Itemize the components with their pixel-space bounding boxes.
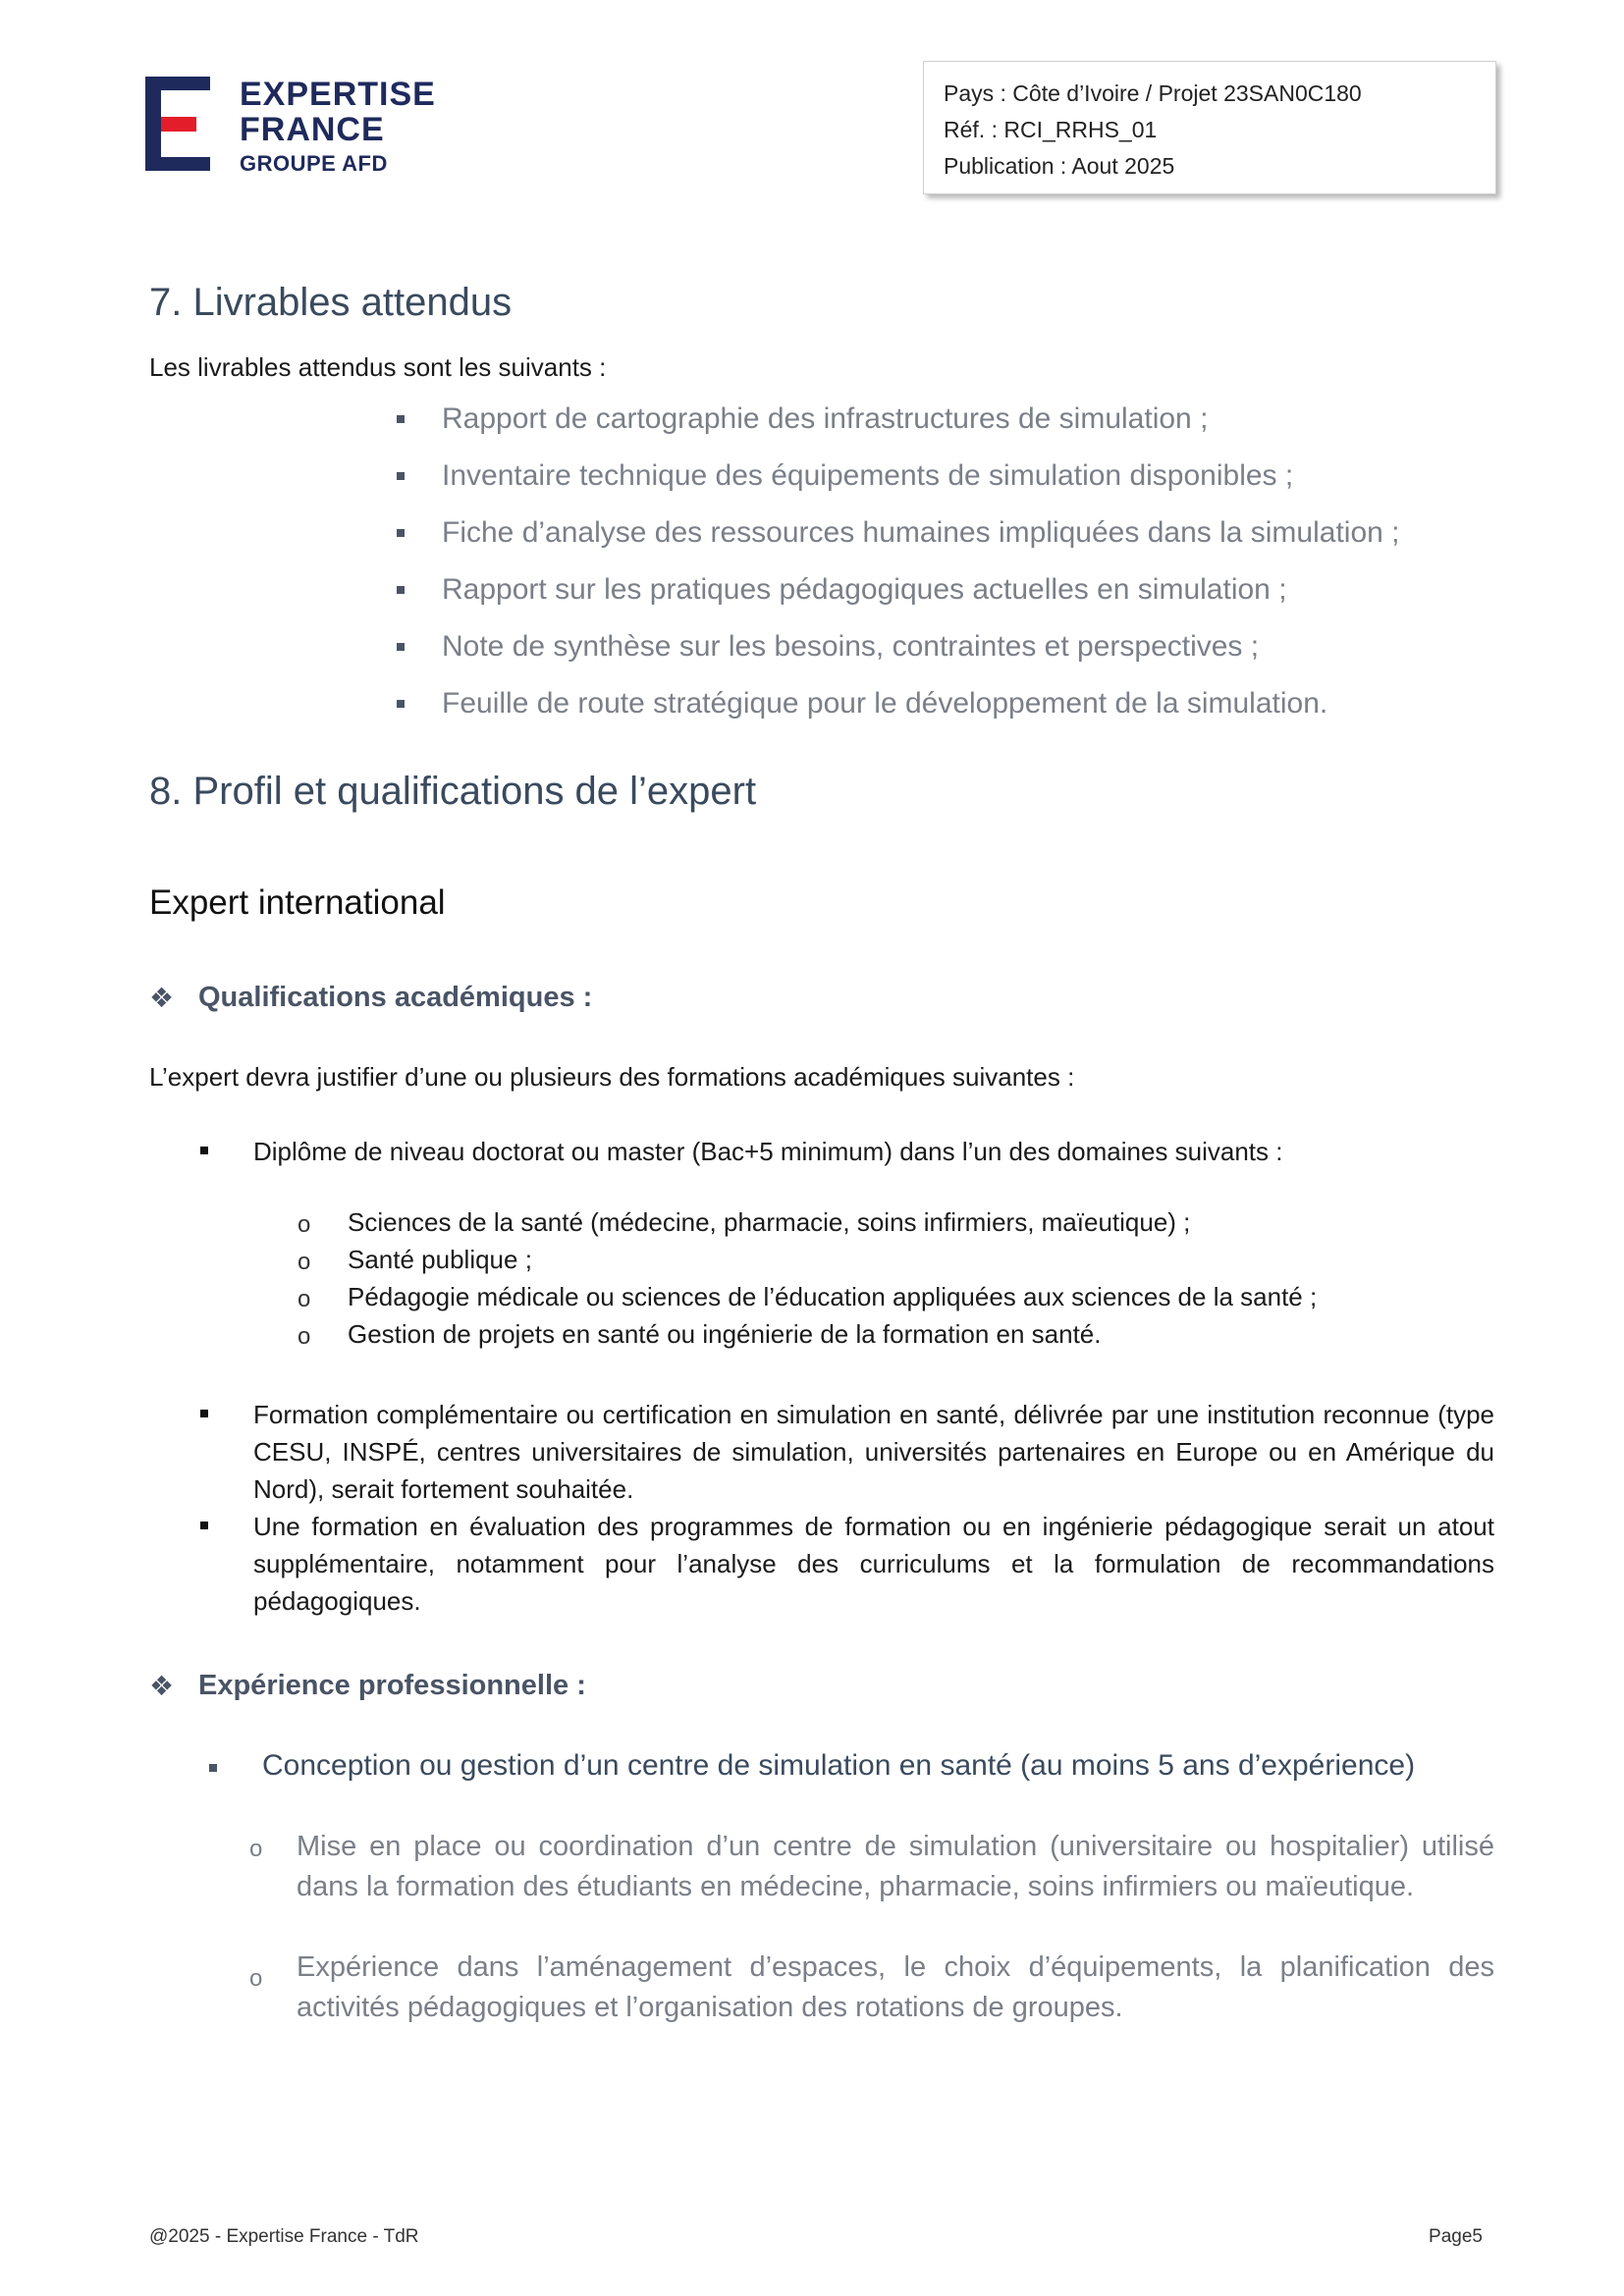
diamond-bullet-icon: ❖ xyxy=(149,983,175,1013)
list-item: Inventaire technique des équipements de simulation disponibles ; xyxy=(397,448,1477,505)
complementary-text: Formation complémentaire ou certification en simulation en santé, délivrée par une institution reconnue (type CESU, INSPÉ, centres universitaires de simulation, universités partenaires en Europe ou en Amérique du Nord), serait fortement souhaitée. xyxy=(253,1400,1494,1504)
reference-box xyxy=(923,61,1496,194)
square-bullet-icon xyxy=(397,529,405,537)
expertise-france-logo xyxy=(145,76,436,176)
ref-code: Réf. : RCI_RRHS_01 xyxy=(944,117,1158,142)
logo-line-3: GROUPE AFD xyxy=(240,151,388,176)
list-item xyxy=(200,1508,1494,1620)
list-item xyxy=(200,1133,1282,1170)
list-item xyxy=(200,1396,1494,1508)
ref-publication: Publication : Aout 2025 xyxy=(944,153,1175,179)
list-item: Rapport sur les pratiques pédagogiques actuelles en simulation ; xyxy=(397,561,1477,618)
logo-mark-icon xyxy=(145,77,226,171)
deliverables-list xyxy=(397,391,1477,732)
domain-item: Gestion de projets en santé ou ingénierie de la formation en santé. xyxy=(348,1319,1102,1349)
circle-bullet-icon: o xyxy=(249,1836,263,1862)
square-bullet-icon xyxy=(397,643,405,651)
square-bullet-icon xyxy=(200,1410,208,1417)
square-bullet-icon xyxy=(200,1522,208,1529)
circle-bullet-icon: o xyxy=(298,1211,311,1238)
square-bullet-icon xyxy=(397,472,405,480)
list-item: Rapport de cartographie des infrastructures de simulation ; xyxy=(397,391,1477,448)
ref-pays: Pays : Côte d’Ivoire / Projet 23SAN0C180 xyxy=(944,80,1362,106)
section-8-title: 8. Profil et qualifications de l’expert xyxy=(149,770,757,813)
circle-bullet-icon: o xyxy=(249,1965,263,1992)
diamond-bullet-icon: ❖ xyxy=(149,1671,175,1701)
square-bullet-icon xyxy=(209,1764,217,1772)
square-bullet-icon xyxy=(200,1147,208,1154)
expert-subtitle: Expert international xyxy=(149,883,446,922)
square-bullet-icon xyxy=(397,586,405,594)
section-7-intro: Les livrables attendus sont les suivants : xyxy=(149,352,607,382)
experience-detail: Expérience dans l’aménagement d’espaces, le choix d’équipements, la planification des activités pédagogiques et l’organisation des rotations de groupes. xyxy=(297,1951,1494,2023)
experience-detail: Mise en place ou coordination d’un centre de simulation (universitaire ou hospitalier) utilisé dans la formation des étudiants en médecine, pharmacie, soins infirmiers ou maïeutique. xyxy=(297,1831,1494,1902)
logo-line-2: FRANCE xyxy=(240,111,385,148)
domain-item: Pédagogie médicale ou sciences de l’éducation appliquées aux sciences de la santé ; xyxy=(348,1282,1318,1311)
list-item: Feuille de route stratégique pour le développement de la simulation. xyxy=(397,675,1477,732)
evaluation-text: Une formation en évaluation des programmes de formation ou en ingénierie pédagogique serait un atout supplémentaire, notamment pour l’analyse des curriculums et la formulation de recommandations pédagogiques. xyxy=(253,1512,1494,1616)
domain-item: Sciences de la santé (médecine, pharmacie, soins infirmiers, maïeutique) ; xyxy=(348,1207,1191,1237)
list-item: Fiche d’analyse des ressources humaines impliquées dans la simulation ; xyxy=(397,505,1477,561)
footer-page-number: Page5 xyxy=(1429,2226,1483,2247)
experience-item-title: Conception ou gestion d’un centre de simulation en santé (au moins 5 ans d’expérience) xyxy=(262,1749,1416,1782)
list-item: Note de synthèse sur les besoins, contraintes et perspectives ; xyxy=(397,618,1477,675)
square-bullet-icon xyxy=(397,415,405,423)
circle-bullet-icon: o xyxy=(298,1323,311,1350)
list-item xyxy=(209,1749,1415,1783)
experience-heading: Expérience professionnelle : xyxy=(198,1670,586,1701)
domain-item: Santé publique ; xyxy=(348,1245,532,1274)
circle-bullet-icon: o xyxy=(298,1249,311,1275)
qualifications-heading: Qualifications académiques : xyxy=(198,982,593,1013)
diploma-text: Diplôme de niveau doctorat ou master (Bac+5 minimum) dans l’un des domaines suivants : xyxy=(253,1137,1283,1166)
footer-copyright: @2025 - Expertise France - TdR xyxy=(149,2226,419,2247)
circle-bullet-icon: o xyxy=(298,1286,311,1312)
logo-line-1: EXPERTISE xyxy=(240,76,436,113)
section-7-title: 7. Livrables attendus xyxy=(149,281,513,324)
logo-wordmark xyxy=(240,77,436,177)
qualifications-intro: L’expert devra justifier d’une ou plusieurs des formations académiques suivantes : xyxy=(149,1062,1075,1092)
square-bullet-icon xyxy=(397,700,405,708)
